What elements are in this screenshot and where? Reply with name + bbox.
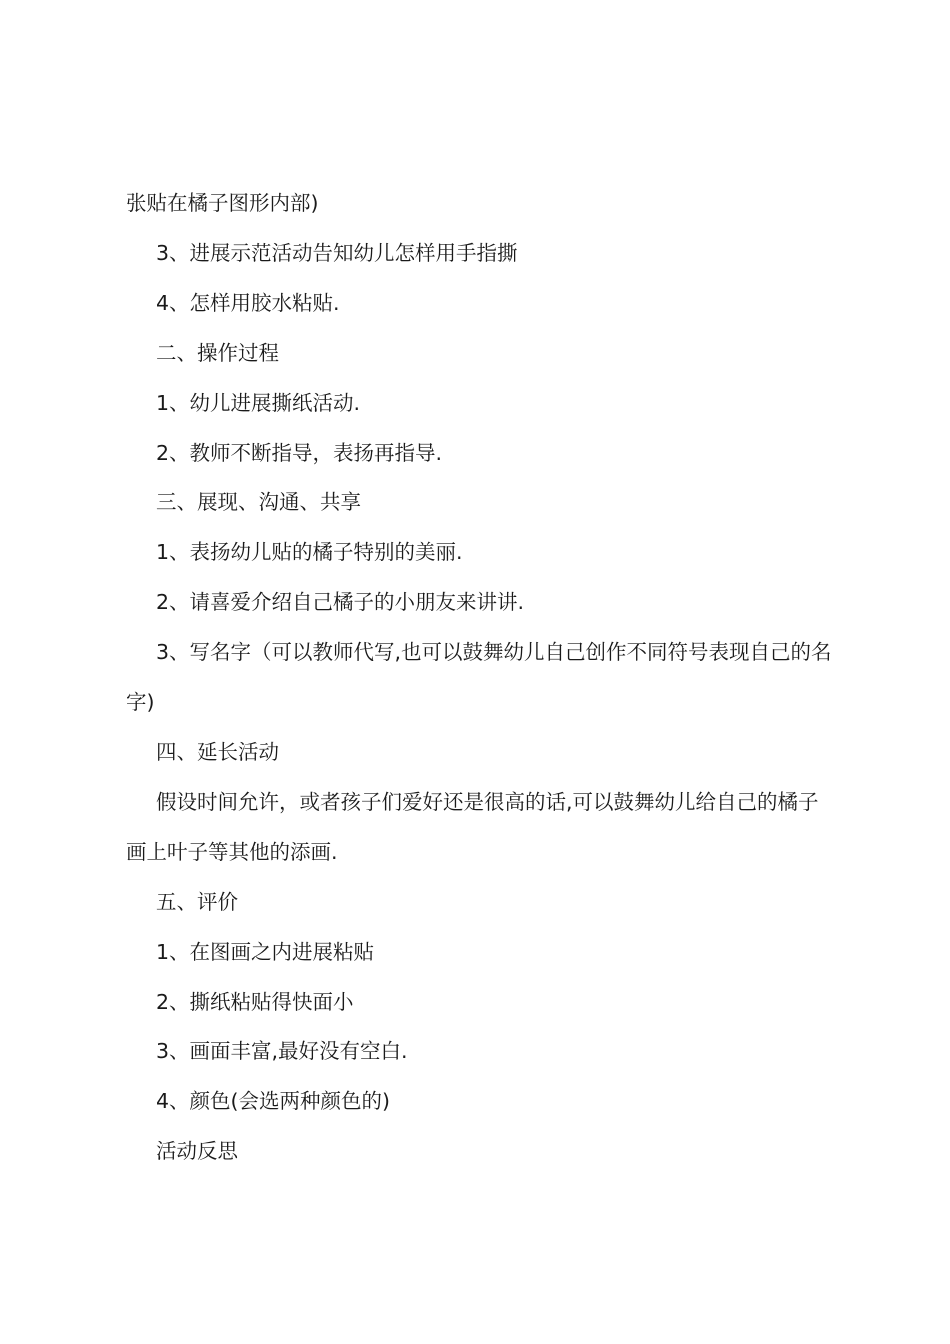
paragraph: 2、教师不断指导，表扬再指导. <box>156 440 443 465</box>
paragraph: 2、撕纸粘贴得快面小 <box>156 989 354 1014</box>
paragraph: 张贴在橘子图形内部) <box>126 191 319 215</box>
paragraph: 3、进展示范活动告知幼儿怎样用手指撕 <box>156 240 518 265</box>
paragraph: 1、表扬幼儿贴的橘子特别的美丽. <box>156 540 463 565</box>
paragraph: 1、幼儿进展撕纸活动. <box>156 390 361 415</box>
section-heading: 活动反思 <box>156 1139 238 1164</box>
paragraph: 3、画面丰富,最好没有空白. <box>156 1039 408 1064</box>
section-heading: 四、延长活动 <box>156 739 279 764</box>
paragraph: 1、在图画之内进展粘贴 <box>156 939 375 964</box>
paragraph: 4、怎样用胶水粘贴. <box>156 290 340 315</box>
paragraph: 4、颜色(会选两种颜色的) <box>156 1089 391 1114</box>
section-heading: 三、展现、沟通、共享 <box>156 490 361 515</box>
paragraph: 假设时间允许，或者孩子们爱好还是很高的话,可以鼓舞幼儿给自己的橘子画上叶子等其他的添画. <box>126 789 819 864</box>
paragraph: 2、请喜爱介绍自己橘子的小朋友来讲讲. <box>156 590 525 615</box>
section-heading: 二、操作过程 <box>156 340 279 365</box>
document-body <box>126 179 834 1177</box>
section-heading: 五、评价 <box>156 889 238 914</box>
paragraph: 3、写名字（可以教师代写,也可以鼓舞幼儿自己创作不同符号表现自己的名字) <box>126 640 832 715</box>
